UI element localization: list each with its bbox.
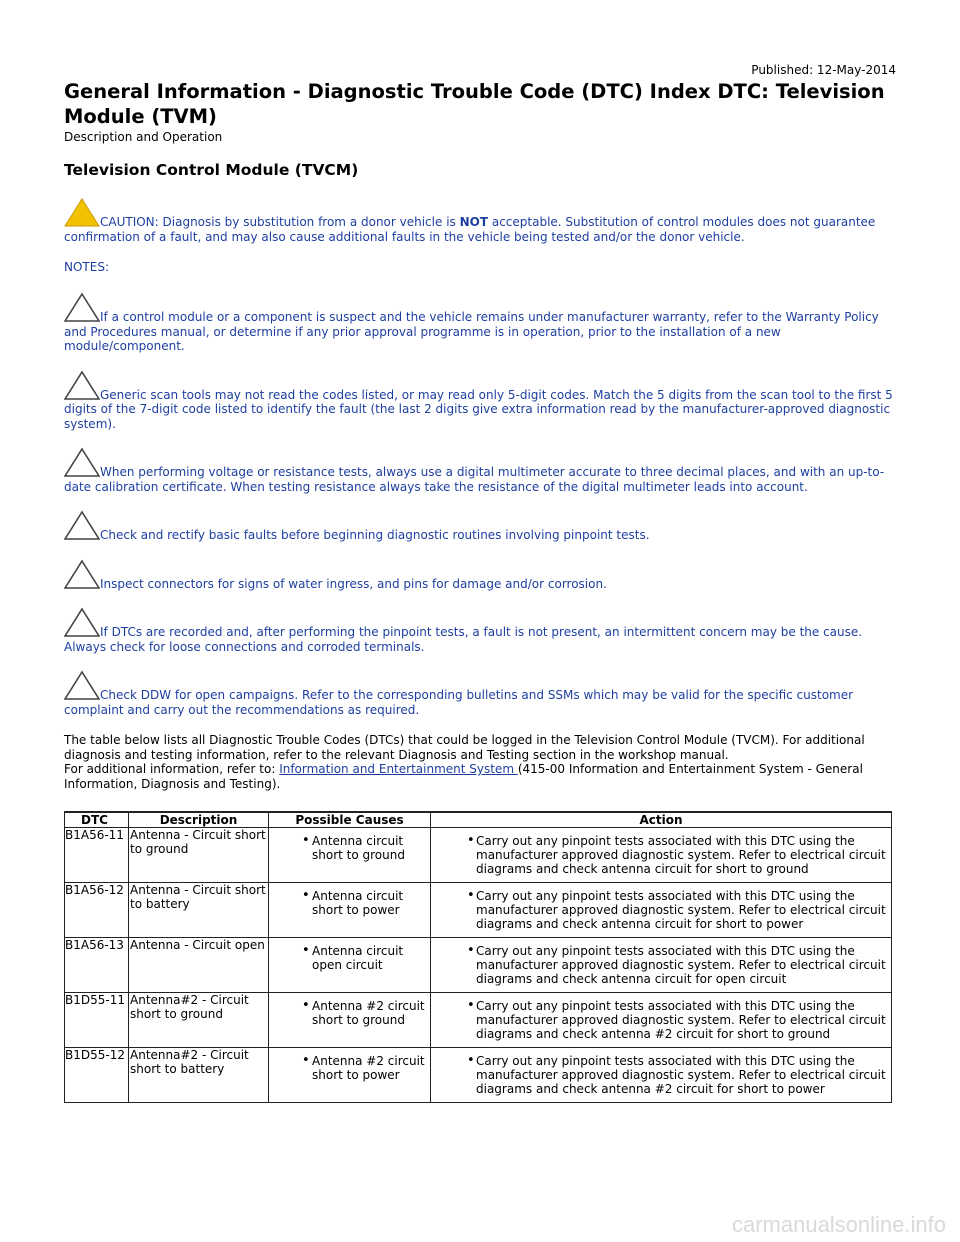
header-action: Action: [431, 812, 892, 828]
published-date: Published: 12-May-2014: [751, 63, 896, 77]
header-possible-causes: Possible Causes: [269, 812, 431, 828]
dtc-action: [431, 993, 892, 1048]
note-item: [64, 670, 896, 717]
dtc-cause: [269, 883, 431, 938]
header-dtc: DTC: [65, 812, 129, 828]
note-triangle-icon: [64, 607, 100, 639]
dtc-description: [129, 828, 269, 883]
dtc-description: [129, 993, 269, 1048]
caution-text: CAUTION: Diagnosis by substitution from a donor vehicle is: [100, 215, 460, 229]
intro-refer: For additional information, refer to:: [64, 762, 280, 776]
table-row: [65, 828, 892, 883]
note-item: [64, 370, 896, 432]
dtc-cause: [269, 1048, 431, 1103]
action-item: • Carry out any pinpoint tests associated with this DTC using the manufacturer approved diagnostic system. Refer to electrical circuit diagrams and check antenna #2 circuit for short to ground: [431, 999, 891, 1041]
note-triangle-icon: [64, 559, 100, 591]
cause-item: • Antenna circuit short to ground: [269, 834, 430, 862]
note-triangle-icon: [64, 670, 100, 702]
warning-triangle-icon: [64, 197, 100, 229]
note-item: [64, 559, 896, 592]
caution-emphasis: NOT: [459, 215, 489, 229]
note-text: Check DDW for open campaigns. Refer to the corresponding bulletins and SSMs which may be valid for the specific customer complaint and carry out the recommendations as required.: [64, 688, 854, 717]
dtc-description-text: Antenna - Circuit short to ground: [130, 828, 266, 856]
dtc-action: [431, 1048, 892, 1103]
notes-label: NOTES:: [64, 260, 109, 274]
action-item: • Carry out any pinpoint tests associated with this DTC using the manufacturer approved diagnostic system. Refer to electrical circuit diagrams and check antenna circuit for short to power: [431, 889, 891, 931]
note-text: When performing voltage or resistance tests, always use a digital multimeter accurate to three decimal places, and with an up-to-date calibration certificate. When testing resistance always take the resistance of the digital multimeter leads into account.: [64, 465, 885, 494]
note-text: Check and rectify basic faults before beginning diagnostic routines involving pinpoint tests.: [100, 528, 650, 542]
note-item: [64, 510, 896, 543]
dtc-code: B1A56-12: [65, 883, 129, 938]
cause-item: • Antenna #2 circuit short to ground: [269, 999, 430, 1027]
dtc-description: [129, 938, 269, 993]
dtc-action: [431, 883, 892, 938]
info-entertainment-link[interactable]: Information and Entertainment System: [279, 762, 518, 776]
note-text: Generic scan tools may not read the codes listed, or may read only 5-digit codes. Match the 5 digits from the scan tool to the first 5 digits of the 7-digit code listed to identify the fault (the last 2 digits give extra information read by the manufacturer-approved diagnostic system).: [64, 387, 893, 431]
dtc-code: B1D55-12: [65, 1048, 129, 1103]
section-title: Television Control Module (TVCM): [64, 161, 359, 179]
cause-item: • Antenna #2 circuit short to power: [269, 1054, 430, 1082]
dtc-cause: [269, 828, 431, 883]
dtc-code: B1D55-11: [65, 993, 129, 1048]
caution-block: [64, 197, 896, 244]
dtc-code: B1A56-13: [65, 938, 129, 993]
document-page: [64, 62, 896, 1103]
cause-item: • Antenna circuit short to power: [269, 889, 430, 917]
note-triangle-icon: [64, 510, 100, 542]
table-row: [65, 938, 892, 993]
dtc-description: [129, 883, 269, 938]
dtc-cause: [269, 993, 431, 1048]
dtc-cause: [269, 938, 431, 993]
note-item: [64, 447, 896, 494]
watermark: carmanualsonline.info: [731, 1212, 946, 1237]
dtc-table: [64, 811, 892, 1103]
table-row: [65, 883, 892, 938]
note-triangle-icon: [64, 370, 100, 402]
table-row: [65, 993, 892, 1048]
note-text: If a control module or a component is suspect and the vehicle remains under manufacturer warranty, refer to the Warranty Policy and Procedures manual, or determine if any prior approval programme is in operation, prior to the installation of a new module/component.: [64, 310, 879, 353]
note-text: Inspect connectors for signs of water ingress, and pins for damage and/or corrosion.: [100, 576, 607, 591]
note-text: If DTCs are recorded and, after performing the pinpoint tests, a fault is not present, an intermittent concern may be the cause. Always check for loose connections and corroded terminals.: [64, 625, 863, 654]
header-description: Description: [129, 812, 269, 828]
dtc-description-text: Antenna#2 - Circuit short to ground: [130, 993, 249, 1021]
notes-list: [64, 292, 896, 717]
dtc-code: B1A56-11: [65, 828, 129, 883]
intro-refer-suffix: (415-00 Information and Entertainment System - General Information, Diagnosis and Testing).: [64, 762, 863, 791]
note-triangle-icon: [64, 447, 100, 479]
note-item: [64, 292, 896, 354]
page-title: General Information - Diagnostic Trouble Code (DTC) Index DTC: Television Module (TVM): [64, 80, 885, 128]
action-item: • Carry out any pinpoint tests associated with this DTC using the manufacturer approved diagnostic system. Refer to electrical circuit diagrams and check antenna circuit for open circuit: [431, 944, 891, 986]
note-triangle-icon: [64, 292, 100, 324]
dtc-description-text: Antenna - Circuit open: [130, 938, 265, 952]
table-header-row: [65, 812, 892, 828]
note-item: [64, 607, 896, 654]
dtc-action: [431, 938, 892, 993]
dtc-description: [129, 1048, 269, 1103]
page-subtitle: Description and Operation: [64, 130, 223, 144]
dtc-table-body: [65, 828, 892, 1103]
cause-item: • Antenna circuit open circuit: [269, 944, 430, 972]
intro-text: [64, 733, 896, 791]
dtc-action: [431, 828, 892, 883]
table-row: [65, 1048, 892, 1103]
caution-text-rest: acceptable. Substitution of control modules does not guarantee confirmation of a fault, and may also cause additional faults in the vehicle being tested and/or the donor vehicle.: [64, 215, 876, 244]
action-item: • Carry out any pinpoint tests associated with this DTC using the manufacturer approved diagnostic system. Refer to electrical circuit diagrams and check antenna circuit for short to ground: [431, 834, 891, 876]
action-item: • Carry out any pinpoint tests associated with this DTC using the manufacturer approved diagnostic system. Refer to electrical circuit diagrams and check antenna #2 circuit for short to power: [431, 1054, 891, 1096]
dtc-description-text: Antenna#2 - Circuit short to battery: [130, 1048, 249, 1076]
dtc-description-text: Antenna - Circuit short to battery: [130, 883, 266, 911]
intro-paragraph: The table below lists all Diagnostic Trouble Codes (DTCs) that could be logged in the Television Control Module (TVCM). For additional diagnosis and testing information, refer to the relevant Diagnosis and Testing section in the workshop manual.: [64, 733, 865, 762]
